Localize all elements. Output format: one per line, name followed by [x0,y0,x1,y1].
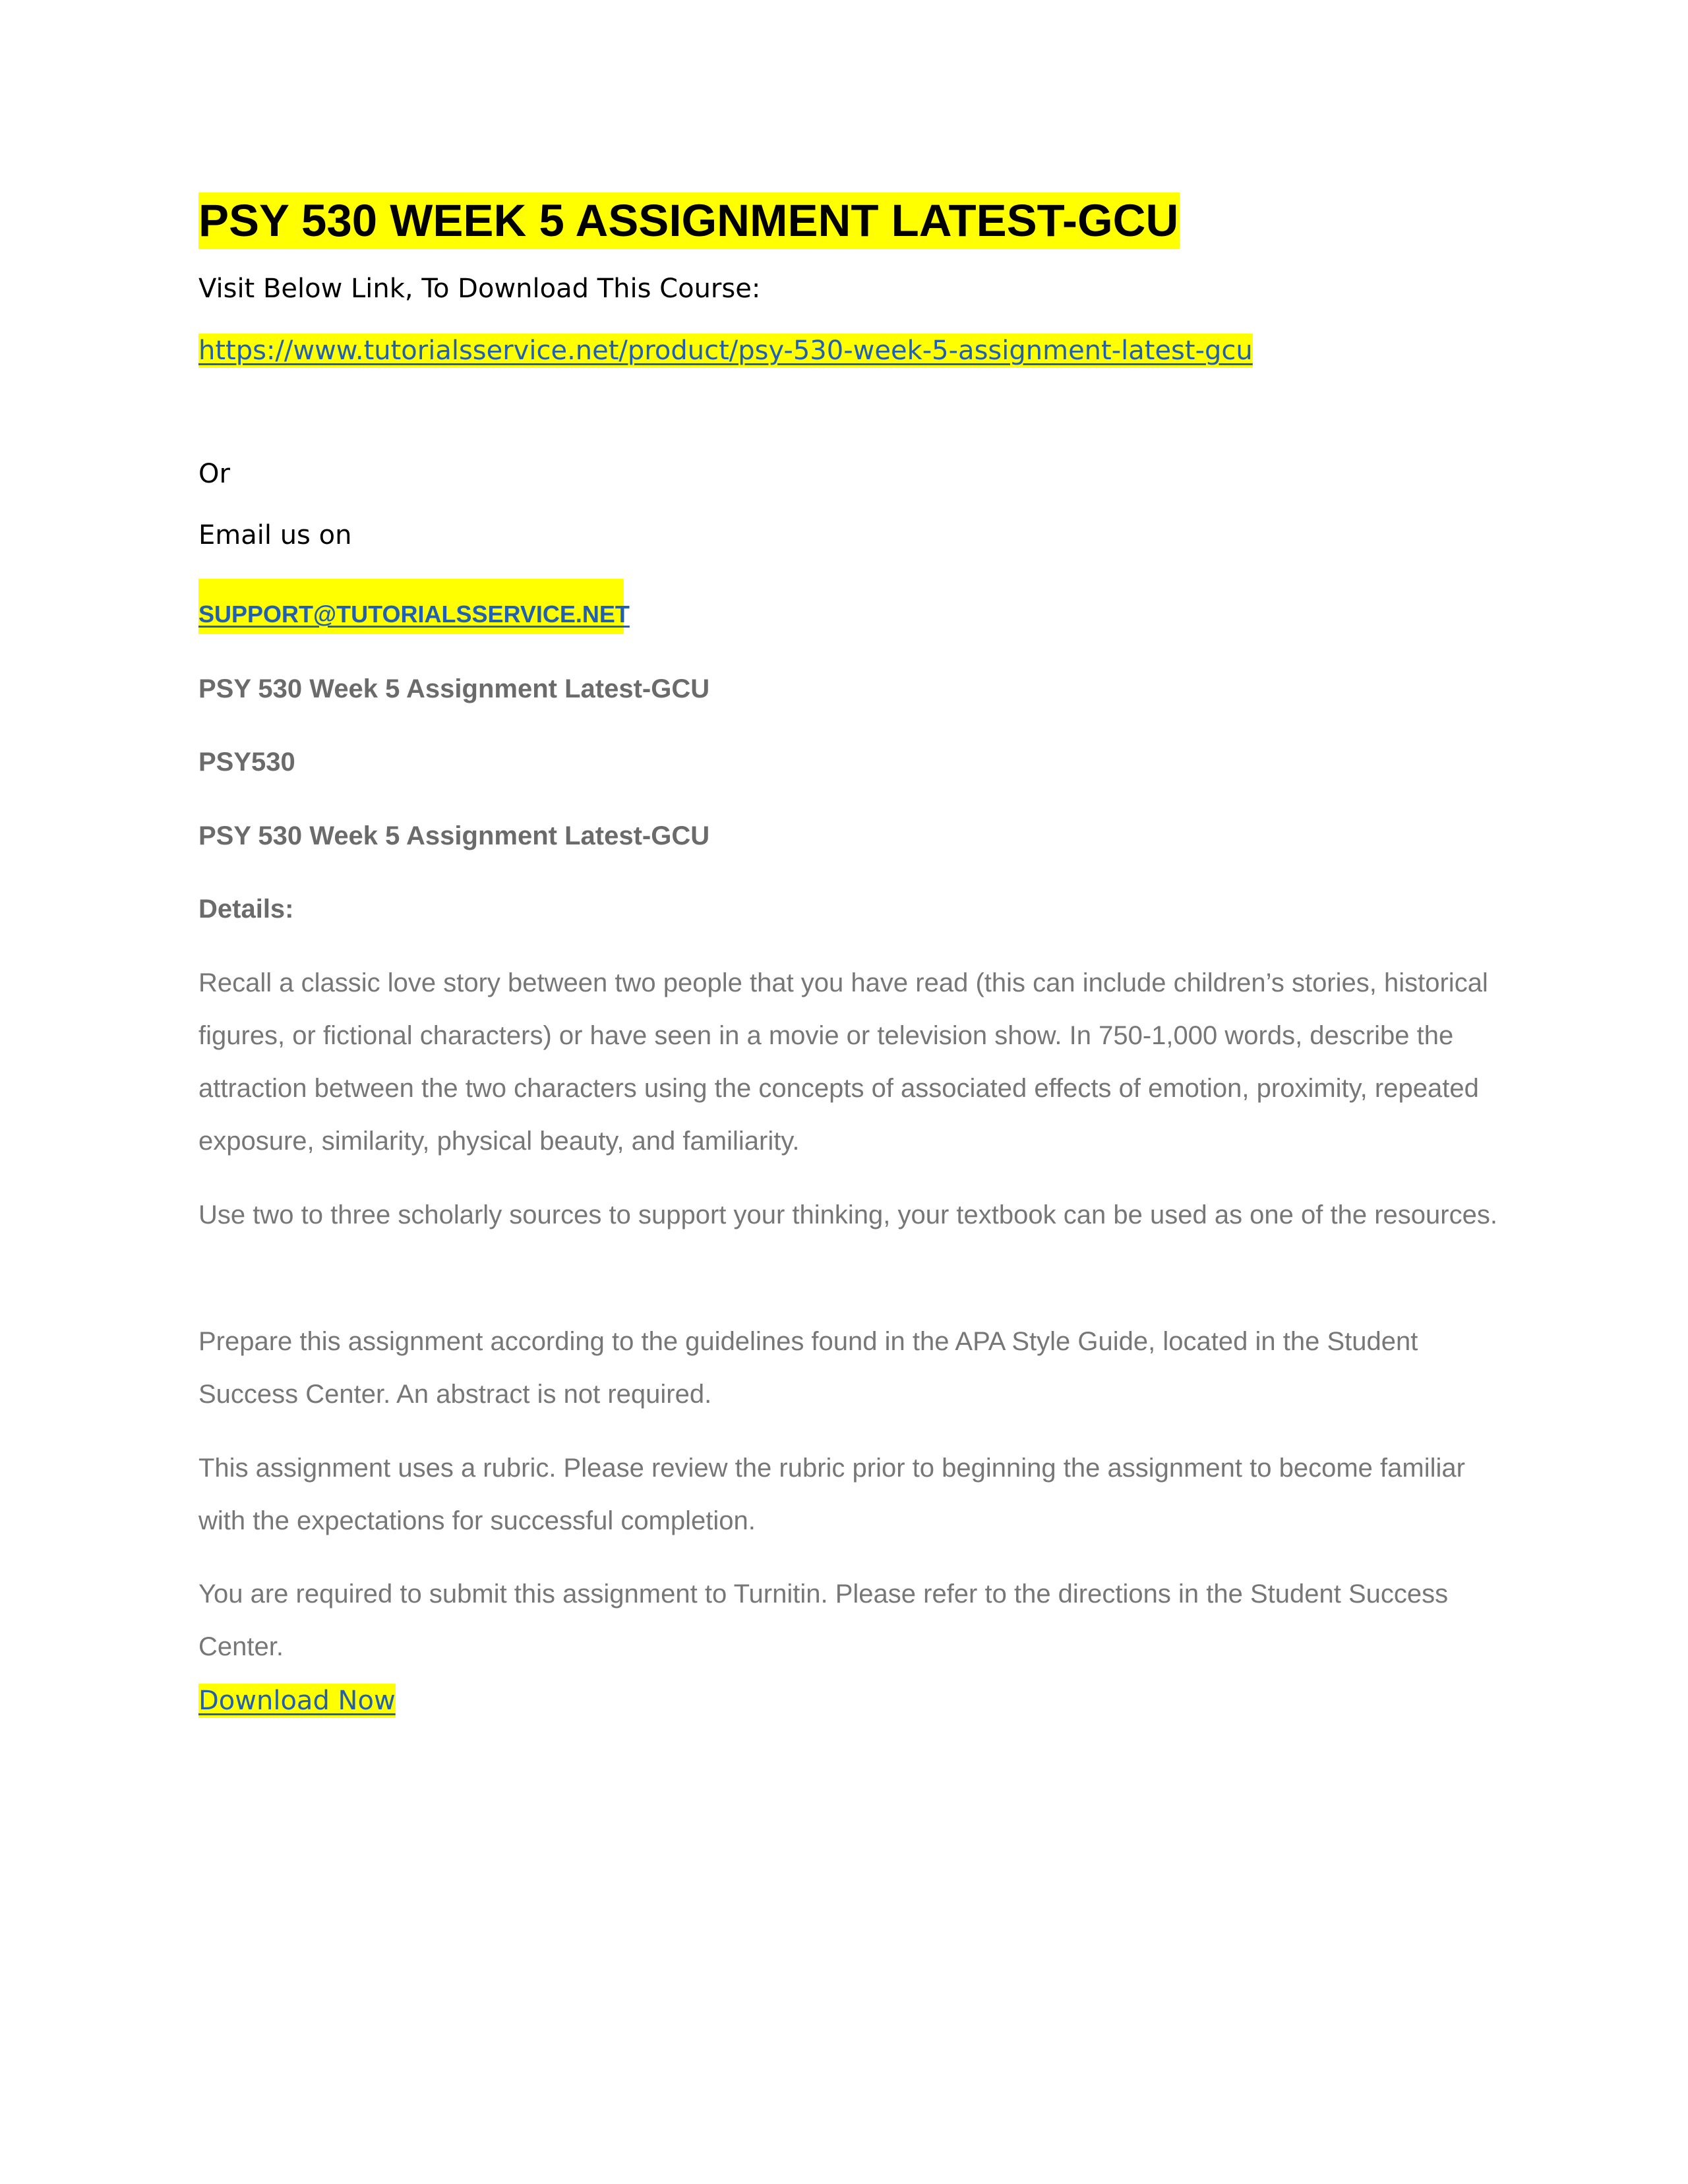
course-url-link[interactable]: https://www.tutorialsservice.net/product/psy-530-week-5-assignment-latest-gcu [198,334,1253,368]
support-email-link[interactable]: SUPPORT@TUTORIALSSERVICE.NET [198,601,630,628]
course-code: PSY530 [198,748,295,777]
subtitle-2: PSY 530 Week 5 Assignment Latest-GCU [198,821,710,850]
subtitle-1: PSY 530 Week 5 Assignment Latest-GCU [198,674,710,703]
document-title: PSY 530 WEEK 5 ASSIGNMENT LATEST-GCU [198,192,1180,249]
visit-text: Visit Below Link, To Download This Course: [198,274,761,304]
details-label: Details: [198,895,294,924]
paragraph-apa: Prepare this assignment according to the guidelines found in the APA Style Guide, located in the Student Success Center. An abstract is not required. [198,1327,1418,1409]
paragraph-sources: Use two to three scholarly sources to support your thinking, your textbook can be used as one of the resources. [198,1200,1497,1229]
email-intro-text: Email us on [198,520,352,550]
paragraph-turnitin: You are required to submit this assignment to Turnitin. Please refer to the directions in the Student Success Center. [198,1579,1449,1661]
download-now-link[interactable]: Download Now [198,1684,396,1718]
paragraph-rubric: This assignment uses a rubric. Please review the rubric prior to beginning the assignment to become familiar with the expectations for successful completion. [198,1454,1465,1535]
paragraph-love-story: Recall a classic love story between two people that you have read (this can include children’s stories, historical figures, or fictional characters) or have seen in a movie or television show. In 750-1,000 words, describe the attraction between the two characters using the concepts of associated effects of emotion, proximity, repeated exposure, similarity, physical beauty, and familiarity. [198,968,1488,1156]
or-text: Or [198,459,230,489]
